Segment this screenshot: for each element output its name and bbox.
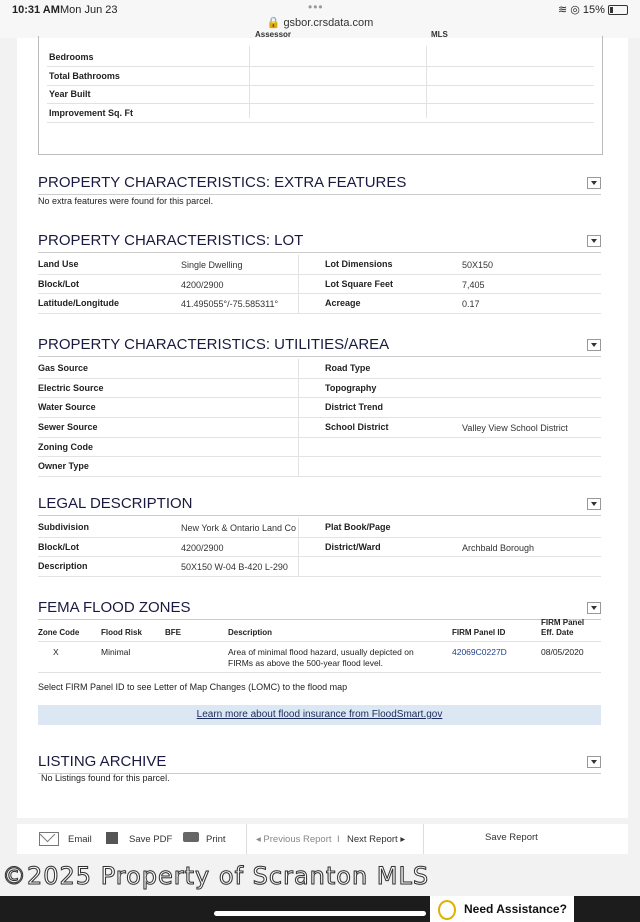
flood-risk: Minimal	[101, 647, 131, 657]
table-row	[38, 642, 601, 673]
row-label: Year Built	[49, 89, 91, 99]
home-indicator[interactable]	[214, 911, 426, 916]
field-value: 41.495055°/-75.585311°	[181, 299, 279, 310]
description-line1: Area of minimal flood hazard, usually depicted on	[228, 647, 414, 657]
field-label: Gas Source	[38, 363, 89, 373]
field-label: District Trend	[325, 402, 384, 413]
field-label: Sewer Source	[38, 422, 98, 433]
floodsmart-link[interactable]: Learn more about flood insurance from FloodSmart.gov	[196, 709, 443, 720]
table-row	[47, 48, 594, 67]
field-label: Description	[38, 561, 88, 572]
print-button[interactable]: Print	[206, 834, 226, 845]
field-value: 7,405	[462, 279, 485, 290]
collapse-toggle[interactable]	[587, 235, 601, 247]
address-bar[interactable]: 🔒 gsbor.crsdata.com	[266, 17, 374, 29]
clock: 10:31 AM	[12, 4, 60, 16]
table-row	[38, 538, 601, 558]
battery-icon	[608, 5, 628, 15]
field-label: Subdivision	[38, 522, 90, 532]
table-row	[47, 85, 594, 104]
table-row	[47, 67, 594, 86]
field-value: 50X150	[462, 260, 494, 270]
browser-status-bar	[0, 0, 640, 38]
wifi-icon: ≋	[557, 4, 568, 16]
eff-date: 08/05/2020	[541, 647, 584, 657]
field-label: Plat Book/Page	[325, 522, 391, 532]
field-value: 50X150 W-04 B-420 L-290	[181, 562, 288, 573]
utilities-grid	[38, 359, 601, 477]
col-firm-panel: FIRM Panel ID	[452, 628, 506, 637]
table-row	[38, 457, 601, 477]
collapse-toggle[interactable]	[587, 602, 601, 614]
field-label: Water Source	[38, 402, 96, 413]
field-label: Latitude/Longitude	[38, 298, 119, 309]
section-title-text: LEGAL DESCRIPTION	[38, 495, 193, 512]
section-title-text: PROPERTY CHARACTERISTICS: EXTRA FEATURES	[38, 174, 407, 191]
need-assistance-button[interactable]	[430, 896, 574, 922]
firm-panel-link[interactable]: 42069C0227D	[452, 647, 507, 657]
section-title-text: FEMA FLOOD ZONES	[38, 599, 191, 616]
col-assessor: Assessor	[255, 30, 292, 39]
report-toolbar	[17, 824, 628, 854]
table-row	[38, 294, 601, 314]
field-value: Archbald Borough	[462, 542, 535, 553]
col-zone-code: Zone Code	[38, 628, 80, 637]
legal-grid	[38, 518, 601, 577]
collapse-toggle[interactable]	[587, 177, 601, 189]
row-label: Total Bathrooms	[49, 71, 120, 81]
field-value: 4200/2900	[181, 542, 224, 553]
section-title-text: PROPERTY CHARACTERISTICS: LOT	[38, 232, 304, 249]
field-label: Lot Square Feet	[325, 278, 394, 289]
col-flood-risk: Flood Risk	[101, 628, 142, 637]
save-pdf-button[interactable]: Save PDF	[129, 834, 173, 845]
building-table	[38, 30, 603, 155]
status-icons: ≋ ◎ 15%	[558, 3, 628, 16]
key-icon	[438, 900, 456, 920]
tab-dots[interactable]: •••	[308, 0, 324, 14]
table-row	[38, 398, 601, 418]
field-label: Road Type	[325, 363, 371, 373]
lot-grid	[38, 255, 601, 314]
section-title-text: PROPERTY CHARACTERISTICS: UTILITIES/AREA	[38, 336, 390, 353]
description-line2: FIRMs as above the 500-year flood level.	[228, 658, 383, 668]
field-label: School District	[325, 422, 389, 433]
field-label: Block/Lot	[38, 278, 80, 289]
next-report-button[interactable]: Next Report ▸	[347, 834, 406, 845]
envelope-icon[interactable]	[39, 832, 59, 846]
field-value: 0.17	[462, 299, 480, 310]
col-description: Description	[228, 628, 273, 637]
report-page	[17, 30, 628, 818]
field-label: Acreage	[325, 298, 361, 309]
col-eff-date-line2: Eff. Date	[541, 628, 574, 637]
zone-code: X	[53, 647, 59, 657]
floodsmart-banner[interactable]	[38, 705, 601, 725]
table-row	[38, 255, 601, 275]
section-title-fema	[38, 599, 601, 620]
collapse-toggle[interactable]	[587, 498, 601, 510]
collapse-toggle[interactable]	[587, 756, 601, 768]
date: Mon Jun 23	[60, 4, 118, 16]
table-row	[38, 379, 601, 399]
save-report-button[interactable]: Save Report	[485, 832, 538, 843]
field-label: Electric Source	[38, 382, 104, 393]
field-label: Topography	[325, 382, 377, 393]
nav-separator: I	[337, 834, 340, 845]
col-mls: MLS	[431, 30, 448, 39]
field-label: Land Use	[38, 259, 79, 269]
table-row	[47, 104, 594, 123]
field-label: Zoning Code	[38, 441, 93, 452]
section-title-extra-features	[38, 174, 601, 195]
field-value: Single Dwelling	[181, 260, 243, 270]
table-row	[38, 518, 601, 538]
previous-report-button[interactable]: ◂ Previous Report	[256, 834, 332, 845]
fema-table-header	[38, 619, 601, 642]
divider	[423, 824, 424, 854]
fema-note: Select FIRM Panel ID to see Letter of Map Changes (LOMC) to the flood map	[38, 682, 348, 692]
email-button[interactable]: Email	[68, 834, 92, 845]
section-title-legal	[38, 495, 601, 516]
section-title-utilities	[38, 336, 601, 357]
battery-percent: 15%	[582, 4, 605, 16]
field-value: 4200/2900	[181, 279, 224, 290]
extra-features-note: No extra features were found for this parcel.	[38, 196, 214, 206]
assist-label: Need Assistance?	[464, 902, 567, 916]
watermark: ©2025 Property of Scranton MLS	[2, 862, 430, 890]
save-disk-icon[interactable]	[106, 832, 118, 844]
section-title-lot	[38, 232, 601, 253]
field-value: New York & Ontario Land Co	[181, 523, 297, 533]
table-row	[38, 438, 601, 458]
table-row	[38, 557, 601, 577]
table-row	[38, 418, 601, 438]
section-title-text: LISTING ARCHIVE	[38, 753, 167, 770]
field-label: Lot Dimensions	[325, 259, 393, 269]
field-label: District/Ward	[325, 541, 381, 552]
section-title-archive	[38, 753, 601, 774]
url-text: gsbor.crsdata.com	[283, 17, 374, 29]
table-row	[38, 275, 601, 295]
row-label: Bedrooms	[49, 52, 94, 62]
collapse-toggle[interactable]	[587, 339, 601, 351]
table-row	[38, 359, 601, 379]
col-bfe: BFE	[165, 628, 181, 637]
col-eff-date-line1: FIRM Panel	[541, 618, 585, 627]
row-label: Improvement Sq. Ft	[49, 108, 134, 118]
field-label: Block/Lot	[38, 541, 80, 552]
archive-note: No Listings found for this parcel.	[41, 773, 170, 783]
divider	[246, 824, 247, 854]
field-value: Valley View School District	[462, 423, 568, 434]
printer-icon[interactable]	[183, 832, 199, 842]
field-label: Owner Type	[38, 461, 89, 472]
